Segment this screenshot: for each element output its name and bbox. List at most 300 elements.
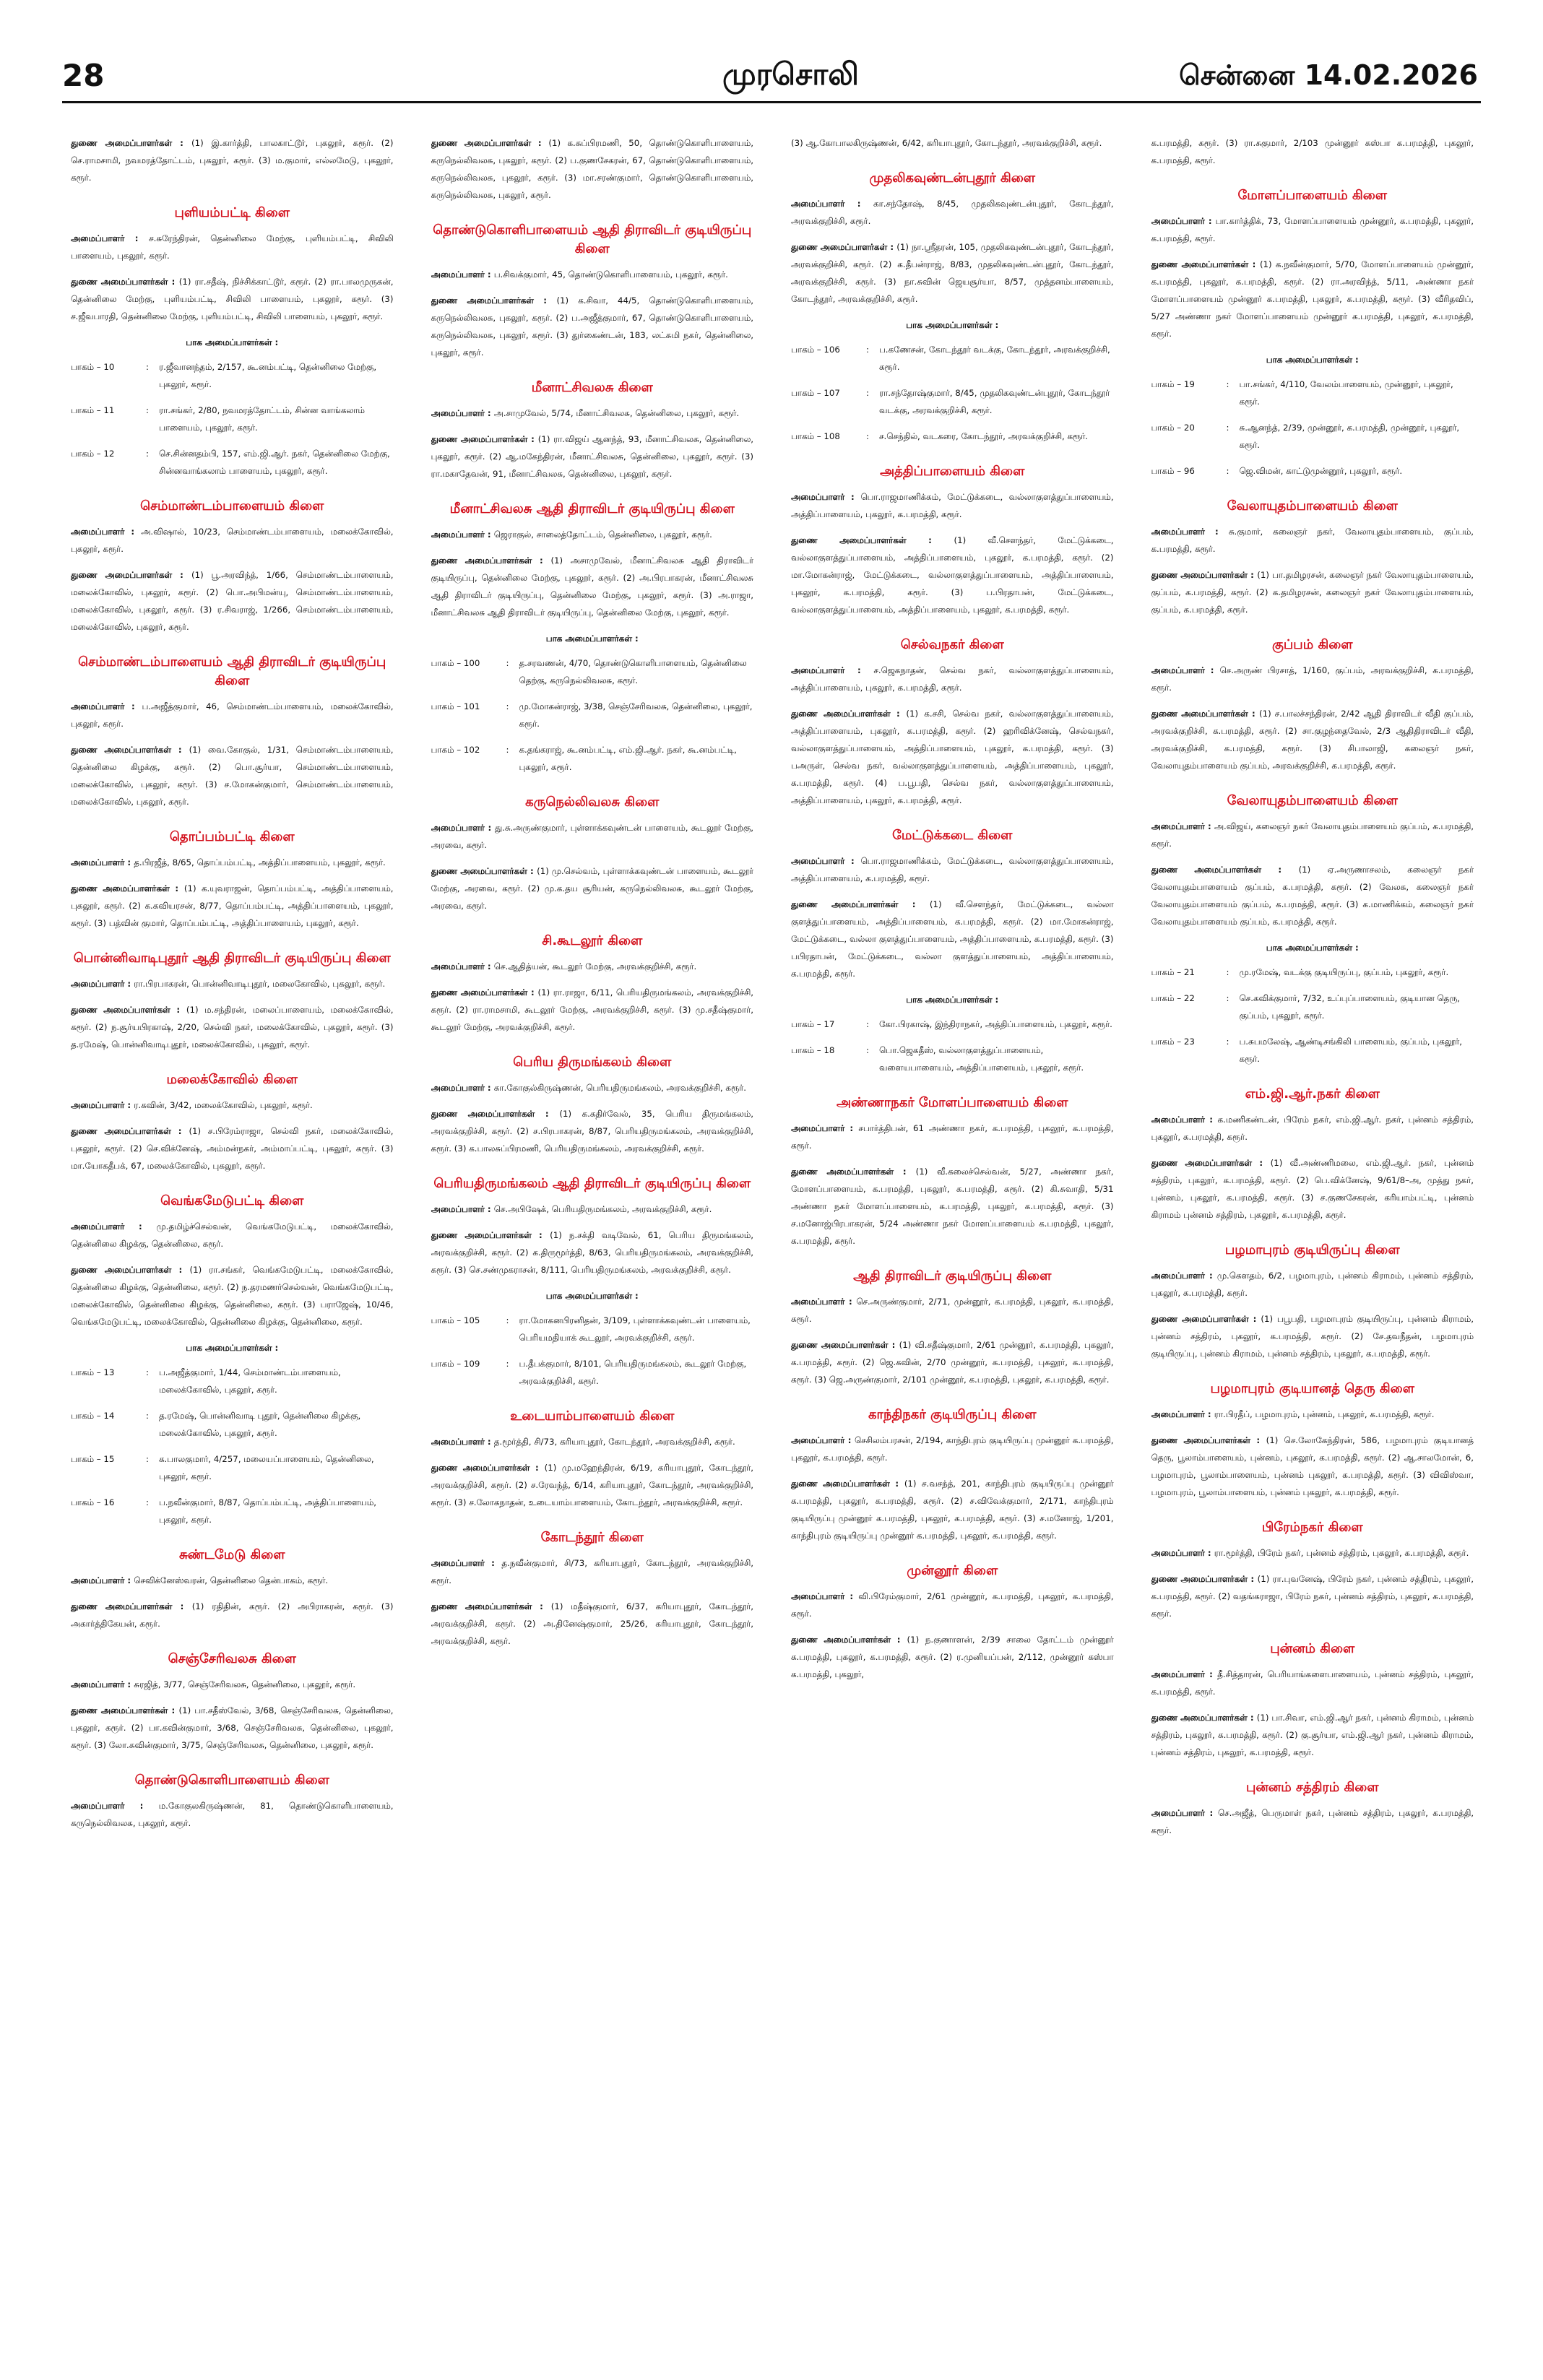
branch-section [791,1562,1114,1683]
member-entry [1151,1666,1474,1700]
role-label: துணை அமைப்பாளர்கள் : [71,1601,192,1611]
member-text: (1) ரா.புவனேஷ், பிரேம் நகர், புன்னம் சத்திரம், புகலூர், க.பரமத்தி, கரூர். (2) வதங்கராஜா, பிரேம் நகர், புன்னம் சத்திரம், புகலூர், க.பரமத்தி, கரூர். [1151,1574,1474,1619]
booth-number: பாகம் – 10 [71,362,115,372]
branch-heading: முதலிகவுண்டன்புதூர் கிளை [869,170,1036,186]
role-label: அமைப்பாளர் : [431,529,494,540]
column-1 [71,134,394,2359]
branch-section [431,134,754,204]
branch-heading: தொப்பம்பட்டி கிளை [169,829,295,844]
booth-number: பாகம் – 17 [791,1019,835,1029]
member-entry [71,273,394,325]
role-label: அமைப்பாளர் : [791,199,874,209]
member-text: ச.சுரேந்திரன், தென்னிலை மேற்கு, புளியம்பட்டி, சிவிலி பாளையம், புகலூர், கரூர். [71,233,394,261]
member-text: ச.ஜெகநாதன், செல்வ நகர், வல்லாகுளத்துப்பாளையம், அத்திப்பாளையம், புகலூர், க.பரமத்தி, கரூர். [791,665,1114,693]
booth-number: பாகம் – 19 [1151,379,1195,389]
booth-colon: : [146,449,149,459]
branch-heading: சுண்டமேடு கிளை [178,1547,285,1562]
member-entry [1151,705,1474,774]
booth-text: பொ.ஜெகதீஸ், வல்லாகுளத்துப்பாளையம், வளையபாளையம், அத்திப்பாளையம், புகலூர், கரூர். [879,1045,1084,1073]
role-label: துணை அமைப்பாளர்கள் : [791,1635,907,1645]
booth-colon: : [146,1367,149,1377]
booth-subheading: பாக அமைப்பாளர்கள் : [186,1343,279,1353]
role-label: துணை அமைப்பாளர்கள் : [71,1265,190,1275]
booth-colon: : [866,1019,869,1029]
booth-text: செ.கவிக்குமார், 7/32, உப்புப்பாளையம், குடியான தெரு, குப்பம், புகலூர், கரூர். [1239,993,1460,1021]
role-label: அமைப்பாளர் : [791,1435,855,1445]
branch-section [431,1174,754,1390]
member-entry [71,1001,394,1053]
branch-section [1151,186,1474,480]
branch-heading: செம்மாண்டம்பாளையம் கிளை [140,498,324,514]
member-entry [791,1475,1114,1544]
role-label: துணை அமைப்பாளர்கள் : [431,138,549,148]
member-text: (1) வை.கோகுல், 1/31, செம்மாண்டம்பாளையம், தென்னிலை கிழக்கு, கரூர். (2) பொ.சூர்யா, செம்மாண்டம்பாளையம், மலைக்கோவில், புகலூர், கரூர். (3) ச.மோகன்குமார், செம்மாண்டம்பாளையம், மலைக்கோவில், புகலூர், கரூர். [71,745,394,807]
member-text: (1) மு.மஹேந்திரன், 6/19, கரியாபுதூர், கோடந்தூர், அரவக்குறிச்சி, கரூர். (2) ச.ரேவந்த், 6/14, கரியாபுதூர், கோடந்தூர், அரவக்குறிச்சி, கரூர். (3) ச.லோகநாதன், உடையாம்பாளையம், கோடந்தூர், அரவக்குறிச்சி, கரூர். [431,1463,753,1507]
member-text: ரா.மூர்த்தி, பிரேம் நகர், புன்னம் சத்திரம், புகலூர், க.பரமத்தி, கரூர். [1214,1548,1469,1558]
member-entry [1151,861,1474,930]
booth-subheading: பாக அமைப்பாளர்கள் : [186,337,279,347]
member-text: (1) ரதிதின், கரூர். (2) அபிராகரன், கரூர். (3) அகார்த்திகேயன், கரூர். [71,1601,394,1629]
booth-colon: : [506,1359,509,1369]
role-label: துணை அமைப்பாளர்கள் : [791,899,930,909]
booth-number: பாகம் – 108 [791,431,840,441]
booth-number: பாகம் – 100 [431,658,480,668]
member-entry [1151,256,1474,342]
member-text: க.பரமத்தி, கரூர். (3) ரா.சுகுமார், 2/103 முன்னூர் கஸ்பா க.பரமத்தி, புகலூர், க.பரமத்தி, கரூர். [1151,138,1474,165]
member-entry [71,523,394,558]
branch-section [71,1771,394,1832]
branch-section [431,1407,754,1511]
member-entry [1151,212,1474,247]
member-text: து.சு.அருண்குமார், புள்ளாக்கவுண்டன் பாளையம், கூடலூர் மேற்கு, அரவை, கரூர். [431,823,753,850]
member-text: (1) வீ.செளந்தர், மேட்டுக்கடை, வல்லா குளத்துப்பாளையம், அத்திப்பாளையம், க.பரமத்தி, கரூர். (2) மா.மோகன்ராஜ், மேட்டுக்கடை, வல்லா குளத்துப்பாளையம், அத்திப்பாளையம், க.பரமத்தி, கரூர். (3) பபிரதாபன், மேட்டுக்கடை, வல்லா குளத்துப்பாளையம், அத்திப்பாளையம், க.பரமத்தி, கரூர். [791,899,1114,979]
member-entry [791,134,1114,152]
member-text: (1) ரா.ராஜா, 6/11, பெரியதிருமங்கலம், அரவக்குறிச்சி, கரூர். (2) ரா.ராமசாமி, கூடலூர் மேற்கு, அரவக்குறிச்சி, கரூர். (3) மு.சதீஷ்குமார், கூடலூர் மேற்கு, அரவக்குறிச்சி, கரூர். [431,987,753,1032]
member-text: செ.அபிஷேக், பெரியதிருமங்கலம், அரவக்குறிச்சி, கரூர். [493,1204,712,1214]
member-entry [431,819,754,854]
article-columns [71,134,1474,2359]
member-entry [791,896,1114,982]
branch-heading: மீனாட்சிவலசு கிளை [531,380,653,395]
member-text: அ.சாமுவேல், 5/74, மீனாட்சிவலசு, தென்னிலை, புகலூர், கரூர். [493,408,740,418]
member-text: ப.சிவக்குமார், 45, தொண்டுகொளிபாளையம், புகலூர், கரூர். [493,269,728,280]
booth-text: சு.ஆனந்த், 2/39, முன்னூர், க.பரமத்தி, முன்னூர், புகலூர், கரூர். [1239,423,1460,450]
booth-text: ப.தீபக்குமார், 8/101, பெரியதிருமங்கலம், கூடலூர் மேற்கு, அரவக்குறிச்சி, கரூர். [519,1359,747,1386]
page-number: 28 [62,58,105,93]
booth-row [1151,990,1474,1024]
member-entry [431,862,754,914]
booth-row [71,402,394,436]
branch-section [431,932,754,1036]
role-label: துணை அமைப்பாளர்கள் : [71,883,184,893]
booth-colon: : [1226,1037,1229,1047]
branch-section [791,1267,1114,1388]
branch-heading: தொண்டுகொளிபாளையம் ஆதி திராவிடர் குடியிருப்பு கிளை [433,222,752,256]
booth-colon: : [146,1454,149,1464]
branch-section [1151,497,1474,618]
member-text: (1) ரா.சதீஷ், நிச்சிக்காட்டூர், கரூர். (2) ரா.பாலமுருகன், தென்னிலை மேற்கு, புளியம்பட்டி, சிவிலி பாளையம், புகலூர், கரூர். (3) ச.ஜீவபாரதி, தென்னிலை மேற்கு, புளியம்பட்டி, சிவிலி பாளையம், புகலூர், கரூர். [71,277,394,321]
branch-heading: பழமாபுரம் குடியானத் தெரு கிளை [1210,1381,1414,1396]
member-entry [791,1336,1114,1388]
booth-number: பாகம் – 13 [71,1367,115,1377]
member-entry [431,430,754,483]
role-label: அமைப்பாளர் : [71,857,134,867]
member-entry [71,698,394,732]
member-text: செசிலம்பரசன், 2/194, காந்திபுரம் குடியிருப்பு முன்னூர் க.பரமத்தி, புகலூர், க.பரமத்தி, கரூர். [791,1435,1114,1463]
role-label: அமைப்பாளர் : [71,233,150,243]
member-entry [791,1293,1114,1328]
role-label: துணை அமைப்பாளர்கள் : [1151,570,1258,580]
member-text: (3) ஆ.கோபாலகிருஷ்ணன், 6/42, கரியாபுதூர், கோடந்தூர், அரவக்குறிச்சி, கரூர். [791,138,1102,148]
member-text: (1) வி.சதீஷ்குமார், 2/61 முன்னூர், க.பரமத்தி, புகலூர், க.பரமத்தி, கரூர். (2) ஜெ.கவின், 2/70 முன்னூர், க.பரமத்தி, புகலூர், க.பரமத்தி, கரூர். (3) ஜெ.அருண்குமார், 2/101 முன்னூர், க.பரமத்தி, புகலூர், க.பரமத்தி, கரூர். [791,1340,1114,1385]
member-entry [431,526,754,543]
branch-heading: பழமாபுரம் குடியிருப்பு கிளை [1224,1242,1400,1258]
booth-row [791,428,1114,445]
role-label: அமைப்பாளர் : [791,1297,857,1307]
role-label: துணை அமைப்பாளர்கள் : [791,242,897,252]
member-entry [1151,1267,1474,1302]
booth-number: பாகம் – 20 [1151,423,1195,433]
member-entry [1151,566,1474,618]
member-entry [71,1261,394,1330]
role-label: அமைப்பாளர் : [431,823,495,833]
role-label: அமைப்பாளர் : [1151,1548,1214,1558]
booth-number: பாகம் – 106 [791,345,840,355]
booth-text: மு.மோகன்ராஜ், 3/38, செஞ்சேரிவலசு, தென்னிலை, புகலூர், கரூர். [519,701,753,729]
role-label: துணை அமைப்பாளர்கள் : [71,1126,189,1136]
branch-section [71,1192,394,1528]
booth-colon: : [866,1045,869,1055]
booth-row [71,1364,394,1398]
member-entry [1151,523,1474,558]
dateline: சென்னை 14.02.2026 [1179,59,1478,91]
member-text: த.பிரஜீத், 8/65, தொப்பம்பட்டி, அத்திப்பாளையம், புகலூர், கரூர். [134,857,386,867]
member-entry [71,880,394,932]
branch-section [71,949,394,1053]
member-text: (1) நா.ஸ்ரீதரன், 105, முதலிகவுண்டன்புதூர், கோடந்தூர், அரவக்குறிச்சி, கரூர். (2) க.தீபன்ராஜ், 8/83, முதலிகவுண்டன்புதூர், கோடந்தூர், அரவக்குறிச்சி, கரூர். (3) நா.சுவின் ஜெயசூர்யா, 8/57, முத்தனம்பாளையம், கோடந்தூர், அரவக்குறிச்சி, கரூர். [791,242,1114,304]
booth-row [431,654,754,689]
booth-text: த.ரமேஷ், பொன்னிவாடி புதூர், தென்னிலை கிழக்கு, மலைக்கோவில், புகலூர், கரூர். [159,1411,361,1438]
booth-text: ப.அஜீத்குமார், 1/44, செம்மாண்டம்பாளையம், மலைக்கோவில், புகலூர், கரூர். [159,1367,341,1395]
member-entry [791,488,1114,523]
branch-heading: கோடந்தூர் கிளை [540,1530,644,1545]
role-label: அமைப்பாளர் : [791,665,874,675]
role-label: அமைப்பாளர் : [1151,527,1229,537]
booth-colon: : [146,1497,149,1507]
booth-number: பாகம் – 14 [71,1411,115,1421]
member-text: சபார்த்திபன், 61 அண்ணா நகர், க.பரமத்தி, புகலூர், க.பரமத்தி, கரூர். [791,1123,1114,1151]
booth-number: பாகம் – 105 [431,1315,480,1325]
member-entry [791,1163,1114,1250]
booth-number: பாகம் – 16 [71,1497,115,1507]
booth-subheading: பாக அமைப்பாளர்கள் : [545,1291,639,1301]
role-label: அமைப்பாளர் : [1151,1115,1218,1125]
member-entry [791,238,1114,308]
member-entry [71,1572,394,1589]
member-text: கா.கோகுல்கிருஷ்ணன், பெரியதிருமங்கலம், அரவக்குறிச்சி, கரூர். [493,1083,746,1093]
role-label: அமைப்பாளர் : [71,979,134,989]
member-entry [791,1432,1114,1466]
role-label: துணை அமைப்பாளர்கள் : [431,434,538,444]
branch-heading: வேலாயுதம்பாளையம் கிளை [1227,793,1398,808]
column-2 [431,134,754,2359]
branch-heading: எம்.ஜி.ஆர்.நகர் கிளை [1245,1086,1380,1102]
member-text: (1) ம.சந்திரன், மலைப்பாளையம், மலைக்கோவில், கரூர். (2) ந.சூர்யபிரகாஷ், 2/20, செல்வி நகர், மலைக்கோவில், புகலூர், கரூர். (3) த.ரமேஷ், பொன்னிவாடிபுதூர், மலைக்கோவில், புகலூர், கரூர். [71,1005,394,1050]
role-label: துணை அமைப்பாளர்கள் : [71,1005,186,1015]
member-text: செ.ஆதித்யன், கூடலூர் மேற்கு, அரவக்குறிச்சி, கரூர். [493,961,697,972]
member-entry [431,984,754,1036]
role-label: துணை அமைப்பாளர்கள் : [1151,865,1299,875]
booth-text: கோ.பிரகாஷ், இந்திராநகர், அத்திப்பாளையம், புகலூர், கரூர். [879,1019,1112,1029]
role-label: துணை அமைப்பாளர்கள் : [431,555,551,566]
booth-row [1151,964,1474,981]
booth-row [791,341,1114,376]
role-label: அமைப்பாளர் : [71,527,142,537]
branch-heading: வெங்கமேடுபட்டி கிளை [160,1193,304,1208]
member-entry [791,852,1114,887]
booth-text: ப.கணேசன், கோடந்தூர் வடக்கு, கோடந்தூர், அரவக்குறிச்சி, கரூர். [879,345,1110,372]
branch-section [431,793,754,914]
role-label: அமைப்பாளர் : [1151,216,1216,226]
booth-text: ரா.மோகனபிரனிதன், 3/109, புள்ளாக்கவுண்டன் பாளையம், பெரியமதியாக் கூடலூர், அரவக்குறிச்சி, கரூர். [519,1315,751,1343]
role-label: துணை அமைப்பாளர்கள் : [1151,1314,1261,1324]
member-entry [431,1079,754,1096]
role-label: அமைப்பாளர் : [71,1679,134,1689]
member-text: (1) வீ.செளந்தர், மேட்டுக்கடை, வல்லாகுளத்துப்பாளையம், அத்திப்பாளையம், புகலூர், க.பரமத்தி, கரூர். (2) மா.மோகன்ராஜ், மேட்டுக்கடை, வல்லாகுளத்துப்பாளையம், அத்திப்பாளையம், புகலூர், க.பரமத்தி, கரூர். (3) ப.பிரதாபன், மேட்டுக்கடை, வல்லாகுளத்துப்பாளையம், அத்திப்பாளையம், புகலூர், க.பரமத்தி, கரூர். [791,535,1114,615]
branch-heading: மேட்டுக்கடை கிளை [892,828,1013,843]
member-entry [791,532,1114,618]
member-entry [1151,662,1474,696]
role-label: துணை அமைப்பாளர்கள் : [431,1109,560,1119]
branch-heading: பிரேம்நகர் கிளை [1261,1520,1363,1535]
member-entry [71,1218,394,1252]
branch-heading: மலைக்கோவில் கிளை [166,1072,298,1087]
member-text: மு.தமிழ்ச்செல்வன், வெங்கமேடுபட்டி, மலைக்கோவில், தென்னிலை கிழக்கு, தென்னிலை, கரூர். [71,1221,394,1249]
booth-row [1151,462,1474,480]
branch-section [431,1053,754,1157]
member-text: (1) ரா.சங்கர், வெங்கமேடுபட்டி, மலைக்கோவில், தென்னிலை கிழக்கு, தென்னிலை, கரூர். (2) ந.தரமணர்செல்வன், வெங்கமேடுபட்டி, மலைக்கோவில், தென்னிலை கிழக்கு, தென்னிலை, கரூர். (3) பராஜேஷ், 10/46, வெங்கமேடுபட்டி, மலைக்கோவில், தென்னிலை கிழக்கு, தென்னிலை, கரூர். [71,1265,394,1327]
booth-number: பாகம் – 18 [791,1045,835,1055]
branch-heading: செஞ்சேரிவலசு கிளை [168,1651,296,1666]
member-entry [1151,1570,1474,1622]
role-label: அமைப்பாளர் : [71,1801,159,1811]
member-entry [71,1676,394,1693]
booth-text: க.தங்கராஜ், கூ.னம்பட்டி, எம்.ஜி.ஆர். நகர், கூ.னம்பட்டி, புகலூர், கரூர். [519,745,737,772]
booth-text: ரா.சந்தோஷ்குமார், 8/45, முதலிகவுண்டன்புதூர், கோடந்தூர் வடக்கு, அரவக்குறிச்சி, கரூர். [879,388,1110,415]
role-label: துணை அமைப்பாளர்கள் : [71,1705,179,1715]
member-text: (1) பபூபதி, பழமாபுரம் குடியிருப்பு, புன்னம் கிராமம், புன்னம் சத்திரம், புகலூர், க.பரமத்தி, கரூர். (2) சே.தவநீதன், பழமாபுரம் குடியிருப்பு, புன்னம் கிராமம், புன்னம் சத்திரம், புகலூர், க.பரமத்தி, கரூர். [1151,1314,1474,1359]
branch-section [1151,1640,1474,1761]
role-label: அமைப்பாளர் : [431,1437,494,1447]
member-entry [431,552,754,621]
branch-heading: சி.கூடலூர் கிளை [542,933,643,948]
role-label: அமைப்பாளர் : [1151,1409,1214,1419]
member-text: ரா.பிரபாகரன், பொன்னிவாடிபுதூர், மலைகோவில், புகலூர், கரூர். [134,979,386,989]
branch-section [71,1546,394,1632]
member-text: பா.கார்த்திக், 73, மோளப்பாளையம் முன்னூர், க.பரமத்தி, புகலூர், க.பரமத்தி, கரூர். [1151,216,1474,243]
member-entry [431,1226,754,1278]
branch-section [791,1094,1114,1250]
role-label: துணை அமைப்பாளர்கள் : [431,1463,545,1473]
member-text: கா.சந்தோஷ், 8/45, முதலிகவுண்டன்புதூர், கோடந்தூர், அரவக்குறிச்சி, கரூர். [791,199,1114,226]
member-text: செ.அருண் பிரசாத், 1/160, குப்பம், அரவக்குறிச்சி, க.பரமத்தி, கரூர். [1151,665,1474,693]
member-text: (1) ச.வசந்த், 201, காந்திபுரம் குடியிருப்பு முன்னூர் க.பரமத்தி, புகலூர், க.பரமத்தி, கரூர். (2) ச.விவேக்குமார், 2/171, காந்திபுரம் குடியிருப்பு முன்னூர் க.பரமத்தி, புகலூர், க.பரமத்தி, கரூர். (3) ச.மனோஜ், 1/201, காந்திபுரம் குடியிருப்பு முன்னூர் க.பரமத்தி, புகலூர், க.பரமத்தி, கரூர். [791,1479,1114,1541]
branch-section [1151,1380,1474,1501]
branch-section [1151,134,1474,169]
member-entry [431,1105,754,1157]
booth-number: பாகம் – 96 [1151,466,1195,476]
role-label: துணை அமைப்பாளர்கள் : [431,866,537,876]
member-text: மு.கௌதம், 6/2, பழமாபுரம், புன்னம் கிராமம், புன்னம் சத்திரம், புகலூர், க.பரமத்தி, கரூர். [1151,1271,1474,1298]
booth-subheading: பாக அமைப்பாளர்கள் : [906,995,999,1005]
booth-colon: : [1226,993,1229,1003]
booth-row [71,445,394,480]
branch-section [791,1406,1114,1544]
member-entry [791,1120,1114,1154]
member-text: (1) மதீஷ்குமார், 6/37, கரியாபுதூர், கோடந்தூர், அரவக்குறிச்சி, கரூர். (2) அ.தினேஷ்குமார், 25/26, கரியாபுதூர், கோடந்தூர், அரவக்குறிச்சி, கரூர். [431,1601,753,1646]
branch-section [71,497,394,636]
branch-heading: செம்மாண்டம்பாளையம் ஆதி திராவிடர் குடியிருப்பு கிளை [78,654,386,688]
member-entry [431,1598,754,1650]
branch-section [1151,1085,1474,1224]
role-label: துணை அமைப்பாளர்கள் : [791,1167,916,1177]
member-entry [71,1797,394,1832]
member-text: (1) அசாமுவேல், மீனாட்சிவலசு ஆதி திராவிடர் குடியிருப்பு, தென்னிலை மேற்கு, புகலூர், கரூர். (2) அ.பிரபாகரன், மீனாட்சிவலசு ஆதி திராவிடர் குடியிருப்பு, தென்னிலை மேற்கு, புகலூர், கரூர். (3) அ.ராஜா, மீனாட்சிவலசு ஆதி திராவிடர் குடியிருப்பு, தென்னிலை மேற்கு, புகலூர், கரூர். [431,555,753,618]
member-text: (1) க.சிவா, 44/5, தொண்டுகொளிபாளையம், கருநெல்லிவலசு, புகலூர், கரூர். (2) ப.அஜீத்குமார், 67, தொண்டுகொளிபாளையம், கருநெல்லிவலசு, புகலூர், கரூர். (3) துர்கைண்டன், 183, லட்சுமி நகர், தென்னிலை, புகலூர், கரூர். [431,295,753,358]
member-text: (1) இ.கார்த்தி, பாலகாட்டூர், புகலூர், கரூர். (2) செ.ராமசாமி, நவமரத்தோட்டம், புகலூர், கரூர். (3) ம.குமார், எல்லமேடு, புகலூர், கரூர். [71,138,394,183]
branch-heading: பொன்னிவாடிபுதூர் ஆதி திராவிடர் குடியிருப்பு கிளை [73,951,391,966]
member-entry [791,662,1114,696]
role-label: துணை அமைப்பாளர்கள் : [71,138,192,148]
role-label: அமைப்பாளர் : [71,1575,134,1585]
booth-row [71,1407,394,1442]
member-text: (1) பா.தமிழரசன், கலைஞர் நகர் வேலாயுதம்பாளையம், குப்பம், க.பரமத்தி, கரூர். (2) க.தமிழரசன், கலைஞர் நகர் வேலாயுதம்பாளையம், குப்பம், க.பரமத்தி, கரூர். [1151,570,1474,615]
member-entry [71,741,394,810]
role-label: அமைப்பாளர் : [431,1204,494,1214]
role-label: அமைப்பாளர் : [1151,1669,1218,1679]
role-label: துணை அமைப்பாளர்கள் : [71,745,189,755]
booth-row [431,1312,754,1346]
role-label: துணை அமைப்பாளர்கள் : [791,1479,904,1489]
booth-colon: : [866,431,869,441]
booth-number: பாகம் – 21 [1151,967,1195,977]
branch-heading: புன்னம் சத்திரம் கிளை [1245,1780,1379,1795]
booth-colon: : [506,745,509,755]
branch-section [791,636,1114,809]
role-label: அமைப்பாளர் : [791,856,861,866]
member-text: அ.விஷால், 10/23, செம்மாண்டம்பாளையம், மலைக்கோவில், புகலூர், கரூர். [71,527,394,554]
role-label: அமைப்பாளர் : [1151,1271,1217,1281]
member-text: க.மணிகண்டன், பிரேம் நகர், எம்.ஜி.ஆர். நகர், புன்னம் சத்திரம், புகலூர், க.பரமத்தி, கரூர். [1151,1115,1474,1142]
branch-section [71,134,394,186]
member-entry [1151,1432,1474,1501]
booth-row [1151,1033,1474,1068]
booth-subheading: பாக அமைப்பாளர்கள் : [1266,355,1359,365]
member-text: (1) பா.சதீஸ்வேல், 3/68, செஞ்சேரிவலசு, தென்னிலை, புகலூர், கரூர். (2) பா.கவின்குமார், 3/68, செஞ்சேரிவலசு, தென்னிலை, புகலூர், கரூர். (3) லோ.சுவின்குமார், 3/75, செஞ்சேரிவலசு, தென்னிலை, புகலூர், கரூர். [71,1705,394,1750]
branch-section [1151,1518,1474,1622]
member-entry [431,404,754,422]
member-text: செவிக்னேஸ்வரன், தென்னிலை தென்பாகம், கரூர். [134,1575,329,1585]
booth-number: பாகம் – 23 [1151,1037,1195,1047]
branch-heading: பெரிய திருமங்கலம் கிளை [513,1055,672,1070]
member-text: தீ.சித்தாரன், பெரியாங்களைபாளையம், புன்னம் சத்திரம், புகலூர், க.பரமத்தி, கரூர். [1151,1669,1474,1697]
role-label: அமைப்பாளர் : [791,1591,859,1601]
booth-subheading: பாக அமைப்பாளர்கள் : [906,320,999,330]
branch-section [431,221,754,361]
member-entry [71,975,394,992]
member-entry [791,705,1114,809]
branch-section [71,828,394,932]
member-text: பொ.ராஜமாணிக்கம், மேட்டுக்கடை, வல்லாகுளத்துப்பாளையம், அத்திப்பாளையம், க.பரமத்தி, கரூர். [791,856,1114,883]
member-entry [71,1096,394,1114]
booth-text: க.பாலகுமார், 4/257, மலையப்பாளையம், தென்னிலை, புகலூர், கரூர். [159,1454,374,1481]
booth-text: ப.நவீன்குமார், 8/87, தொப்பம்பட்டி, அத்திப்பாளையம், புகலூர், கரூர். [159,1497,377,1525]
member-text: வி.பிரேம்குமார், 2/61 முன்னூர், க.பரமத்தி, புகலூர், க.பரமத்தி, கரூர். [791,1591,1114,1619]
branch-section [1151,792,1474,1068]
member-text: அ.விஜய், கலைஞர் நகர் வேலாயுதம்பாளையம் குப்பம், க.பரமத்தி, கரூர். [1151,821,1474,849]
member-entry [71,854,394,871]
member-entry [431,1554,754,1589]
booth-text: ப.சுபமலேஷ், ஆண்டிசங்கிலி பாளையம், குப்பம், புகலூர், கரூர். [1239,1037,1462,1064]
member-text: (1) வீ.அண்ணிமலை, எம்.ஜி.ஆர். நகர், புன்னம் சத்திரம், புகலூர், க.பரமத்தி, கரூர். (2) பெ.விக்னேஷ், 9/61/8–அ, முத்து நகர், புன்னம், புகலூர், க.பரமத்தி, கரூர். (3) ச.குணசேகரன், கரியாம்பட்டி, புன்னம் கிராமம் புன்னம் சத்திரம், புகலூர், க.பரமத்தி, கரூர். [1151,1158,1474,1220]
role-label: துணை அமைப்பாளர்கள் : [431,295,557,306]
member-text: (1) செ.லோகேந்திரன், 586, பழமாபுரம் குடியானத் தெரு, பூலாம்பாளையம், புன்னம், புகலூர், க.பரமத்தி, கரூர். (2) ஆ.சாலமோன், 6, பழமாபுரம், பூலாம்பாளையம், புன்னம் புகலூர், க.பரமத்தி, கரூர். (3) விவிஸ்வா, பழமாபுரம், பூலாம்பாளையம், புன்னம் புகலூர், க.பரமத்தி, கரூர். [1151,1435,1474,1497]
branch-section [71,1070,394,1174]
role-label: துணை அமைப்பாளர்கள் : [791,1340,899,1350]
booth-row [791,384,1114,419]
member-text: (1) ச.பாலச்சந்திரன், 2/42 ஆதி திராவிடர் வீதி குப்பம், அரவக்குறிச்சி, க.பரமத்தி, கரூர். (2) சா.குழந்தைவேல், 2/3 ஆதிதிராவிடர் வீதி, அரவக்குறிச்சி, க.பரமத்தி, கரூர். (3) சிபாலாஜி, கலைஞர் நகர், வேலாயுதம்பாளையம் குப்பம், அரவக்குறிச்சி, க.பரமத்தி, கரூர். [1151,709,1474,771]
branch-section [791,134,1114,152]
role-label: துணை அமைப்பாளர்கள் : [791,709,907,719]
branch-heading: செல்வநகர் கிளை [900,637,1004,652]
booth-colon: : [1226,423,1229,433]
member-text: (1) வீ.கலைச்செல்வன், 5/27, அண்ணா நகர், மோளப்பாளையம், க.பரமத்தி, புகலூர், க.பரமத்தி, கரூர். (2) கி.சுவாதி, 5/31 அண்ணா நகர் மோளப்பாளையம், க.பரமத்தி, புகலூர், க.பரமத்தி, கரூர். (3) ச.மனோஜ்பிரபாகரன், 5/24 அண்ணா நகர் மோளப்பாளையம் க.பரமத்தி, புகலூர், க.பரமத்தி, கரூர். [791,1167,1114,1246]
booth-colon: : [146,1411,149,1421]
member-entry [71,566,394,636]
role-label: துணை அமைப்பாளர்கள் : [431,987,538,998]
member-text: ப.அஜீத்குமார், 46, செம்மாண்டம்பாளையம், மலைக்கோவில், புகலூர், கரூர். [71,701,394,729]
booth-number: பாகம் – 12 [71,449,115,459]
member-text: ஜெராகுல், சாலைத்தோட்டம், தென்னிலை, புகலூர், கரூர். [493,529,712,540]
booth-colon: : [506,701,509,711]
member-text: (1) க.சுப்பிரமணி, 50, தொண்டுகொளிபாளையம், கருநெல்லிவலசு, புகலூர், கரூர். (2) ப.குணசேகரன், 67, தொண்டுகொளிபாளையம், கருநெல்லிவலசு, புகலூர், கரூர். (3) மா.சரண்குமார், தொண்டுகொளிபாளையம், கருநெல்லிவலசு, புகலூர், கரூர். [431,138,753,200]
booth-row [431,741,754,776]
branch-heading: அத்திப்பாளையம் கிளை [880,464,1025,479]
role-label: துணை அமைப்பாளர்கள் : [1151,1435,1266,1445]
member-text: செ.அஜீத், பெருமாள் நகர், புன்னம் சத்திரம், புகலூர், க.பரமத்தி, கரூர். [1151,1808,1474,1835]
booth-row [791,1016,1114,1033]
branch-section [71,653,394,810]
member-text: (1) ச.பிரேம்ராஜா, செல்வி நகர், மலைக்கோவில், புகலூர், கரூர். (2) செ.விக்னேஷ், அம்மன்நகர், அம்மாப்பட்டி, புகலூர், கரூர். (3) மா.யோகதீபக், 67, மலைக்கோவில், புகலூர், கரூர். [71,1126,394,1171]
booth-number: பாகம் – 107 [791,388,840,398]
booth-row [1151,419,1474,454]
member-entry [1151,818,1474,852]
member-entry [1151,1544,1474,1562]
member-entry [431,1459,754,1511]
member-entry [1151,1111,1474,1146]
member-entry [1151,1709,1474,1761]
branch-section [431,1528,754,1650]
branch-heading: அண்ணாநகர் மோளப்பாளையம் கிளை [836,1095,1068,1110]
member-entry [791,195,1114,230]
booth-text: செ.சின்னதம்பி, 157, எம்.ஜி.ஆர். நகர், தென்னிலை மேற்கு, சின்னவாங்கலாம் பாளையம், புகலூர், கரூர். [159,449,390,476]
member-text: சுரஜித், 3/77, செஞ்சேரிவலசு, தென்னிலை, புகலூர், கரூர். [134,1679,356,1689]
branch-heading: குப்பம் கிளை [1272,637,1353,652]
branch-heading: கருநெல்லிவலசு கிளை [525,795,660,810]
member-entry [71,134,394,186]
member-entry [431,1200,754,1218]
branch-heading: மீனாட்சிவலசு ஆதி திராவிடர் குடியிருப்பு கிளை [449,501,735,516]
